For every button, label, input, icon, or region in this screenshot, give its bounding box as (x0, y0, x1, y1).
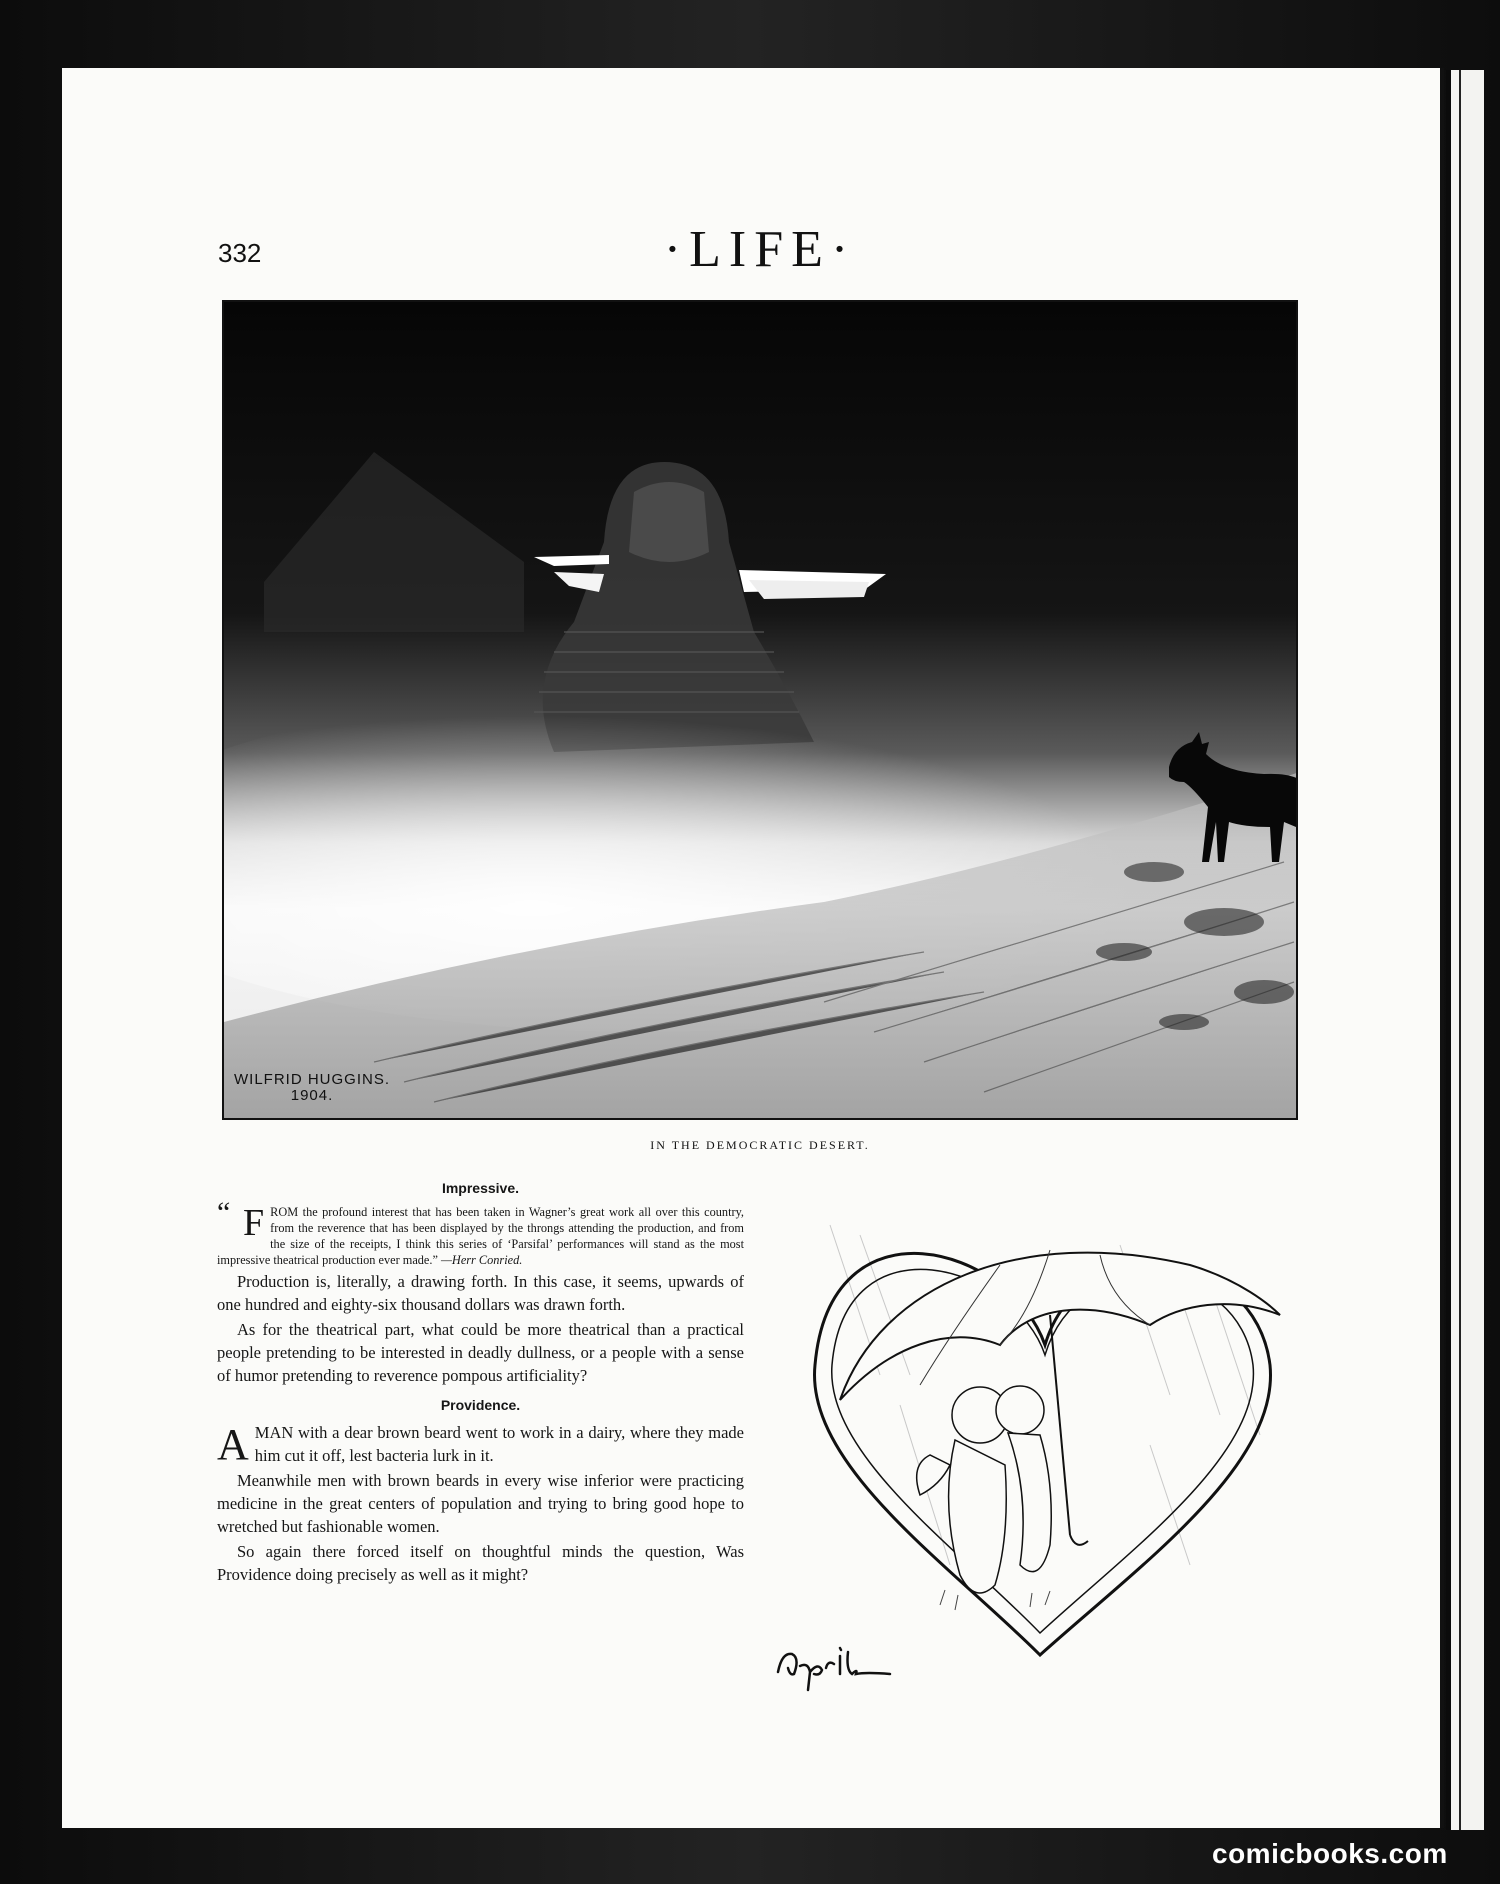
providence-paragraph-3: So again there forced itself on thoughtful minds the question, Was Providence doing precisely as well as it might? (217, 1542, 744, 1584)
cloud-streak (749, 580, 869, 599)
impressive-paragraph-1: Production is, literally, a drawing forth. In this case, it seems, upwards of one hundred and eighty-six thousand dollars was drawn forth. (217, 1272, 744, 1314)
text-column (217, 1180, 744, 1586)
cupid-body (949, 1440, 1007, 1593)
masthead-title: ·LIFE· (663, 221, 857, 278)
april-signature-script (770, 1632, 920, 1692)
providence-paragraph-1 (217, 1421, 744, 1467)
impressive-paragraph-2: As for the theatrical part, what could be more theatrical than a practical people pretending to be interested in deadly dullness, or a people with a sense of humor pretending to reverence pompous artificiality? (217, 1320, 744, 1385)
quote-attribution: —Herr Conried. (441, 1253, 523, 1267)
providence-dropcap: A (217, 1420, 249, 1469)
cupid-figures (917, 1386, 1052, 1593)
watermark: comicbooks.com (1212, 1838, 1448, 1869)
signature-name: WILFRID HUGGINS. (234, 1071, 391, 1088)
signature-year: 1904. (290, 1087, 334, 1104)
heart-umbrella-cupids-illustration (770, 1205, 1320, 1705)
april-script-stroke (778, 1648, 890, 1690)
adjacent-page-edge (1446, 70, 1484, 1830)
desert-sphinx-donkey-drawing (224, 302, 1298, 1120)
open-quote-mark: “ (217, 1196, 231, 1229)
cartoonist-signature (234, 1072, 390, 1104)
cupid-body (1008, 1433, 1051, 1572)
cartoon-caption: IN THE DEMOCRATIC DESERT. (650, 1138, 870, 1152)
umbrella-canopy (840, 1253, 1280, 1400)
quote-text: ROM the profound interest that has been taken in Wagner’s great work all over this country, from the reverence that has been displayed by the throngs attending the production, and from the size of the receipts, I think this series of ‘Parsifal’ performances will stand as the most impressive theatrical production ever made.” (217, 1205, 744, 1267)
grass-strokes (940, 1590, 1050, 1610)
quote-dropcap: F (243, 1202, 265, 1244)
page-number: 332 (218, 238, 262, 268)
cupid-head (996, 1386, 1044, 1434)
providence-paragraph-2: Meanwhile men with brown beards in every wise inferior were practicing medicine in the great centers of population and trying to bring good hope to wretched but fashionable women. (217, 1471, 744, 1536)
cartoon-illustration (222, 300, 1298, 1120)
quote-block (217, 1196, 744, 1268)
umbrella-handle (1050, 1315, 1070, 1535)
umbrella-hook (1070, 1535, 1088, 1545)
cupid-wing (917, 1455, 950, 1495)
heading-impressive: Impressive. (441, 1180, 520, 1196)
heading-providence: Providence. (440, 1397, 521, 1413)
providence-paragraph-1-text: MAN with a dear brown beard went to work in a dairy, where they made him cut it off, lest bacteria lurk in it. (254, 1423, 744, 1465)
